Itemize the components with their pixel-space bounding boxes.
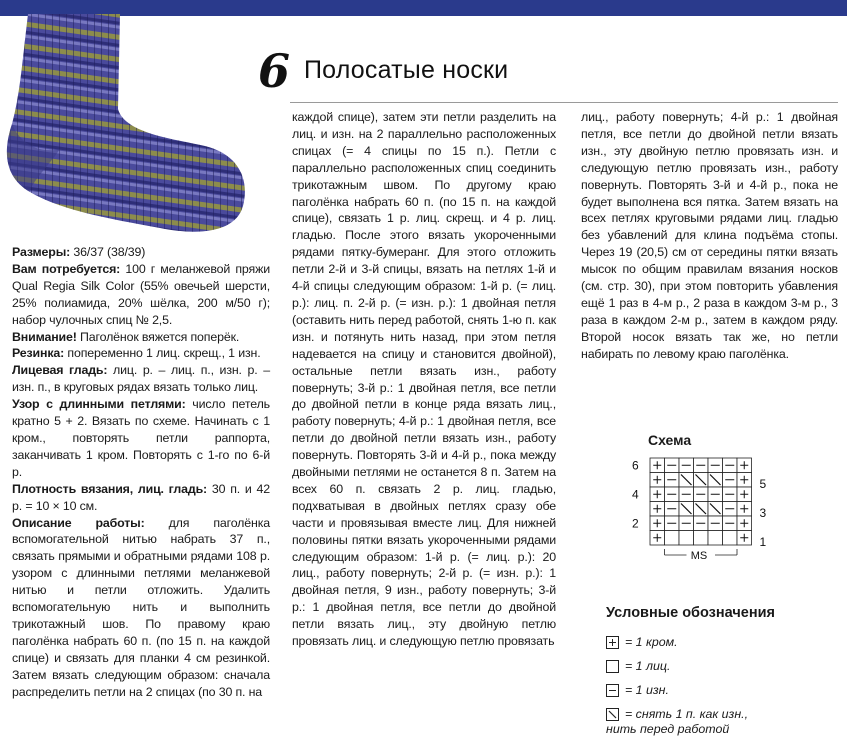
text-column-1 [12,244,270,700]
knitting-chart [600,432,840,587]
chart-cell [708,531,723,546]
article-title [258,44,838,100]
title-divider [290,102,838,103]
label-stockinette: Лицевая гладь: [12,363,108,378]
text-attention: Паголёнок вяжется поперёк. [76,329,240,344]
label-rib: Резинка: [12,346,65,361]
chart-cell [723,531,738,546]
paragraph-stockinette [12,362,270,396]
chart-cell [665,531,680,546]
text-column-2 [292,109,556,650]
text-description: для паголёнка вспомогательной нитью набрать 37 п., связать прямыми и обратными рядами 108 р. узором с длинными петлями меланжевой нитью и петли отложить. Удалить вспомогательную нить и выполнить трикотажный шов. По правому краю паголёнка набрать 60 п. (по 15 п. на каждой спице) и связать для планки 4 см резинкой. Затем вязать следующим образом: сначала распределить петли на 2 спицах (по 30 п. на [12,515,270,699]
paragraph-col3: лиц., работу повернуть; 4-й р.: 1 двойная петля, все петли до двойной петли вязать изн., эту двойную петлю провязать изн. и следующую петлю провязать изн., работу повернуть. Повторять 3-й и 4-й р., пока не будет выполнена вся пятка. Затем вязать на всех петлях круговыми рядами лиц. гладью без убавлений для клина подъёма стопы. Через 19 (20,5) см от середины пятки вязать мысок по общим правилам вязания носков (см. стр. 30), при этом повторить убавления ещё 1 раз в 4-м р., 2 раза в каждом 3-м р., 3 раза в каждом 2-м р., затем в каждом ряду. Второй носок вязать так же, но петли набирать по левому краю паголёнка. [581,110,838,361]
paragraph-density [12,481,270,515]
edge-stitch-symbol-icon [606,636,619,649]
text-pattern: число петель кратно 5 + 2. Вязать по схеме. Начинать с 1 кром., повторять петли раппорта, заканчивать 1 кром. Повторять с 1-го по 6-й р. [12,397,270,479]
label-description: Описание работы: [12,515,145,530]
legend-item-slip [606,707,748,737]
text-stockinette: лиц. р. – лиц. п., изн. р. – изн. п., в круговых рядах вязать только лиц. [12,363,270,395]
paragraph-col2: каждой спице), затем эти петли разделить на лиц. и изн. на 2 параллельно расположенных спицах (= 4 спицы по 15 п.). Петли с параллельно расположенных спиц соединить трикотажным швом. По другому краю паголёнка набрать 60 п. (по 15 п. на каждой спице), связать 1 р. лиц. скрещ. и 4 р. лиц. гладью. После этого вязать укороченными рядами пятку-бумеранг. Для этого отложить петли 2-й и 3-й спицы, вязать на петлях 1-й и 4-й спицы следующим образом: 1-й р. (= лиц. р.): лиц. п. 2-й р. (= изн. р.): 1 двойная петля (оставить нить перед работой, снять 1-ю п. как изн. и потянуть нить назад, при этом петля надевается на спицу и становится двойной), остальные петли вязать изн., работу повернуть; 3-й р.: 1 двойная петля, все петли до двойной петли в конце ряда вязать лиц., работу повернуть; 4-й р.: 1 двойная петля, все петли до двойной петли вязать изн., работу повернуть. Повторять 3-й и 4-й р., пока между двойными петлями не останется 8 п. Затем на всех 60 п. связать 2 р. лиц. гладью, подхватывая в двойных петлях сразу обе части и провязывая вместе лиц. Для нижней половины пятки вязать укороченными рядами следующим образом: 1-й р. (= лиц. р.): 20 лиц., работу повернуть; 2-й р. (= изн. р.): 1 двойная петля, 9 изн., работу повернуть; 3-й р.: 1 двойная петля, все петли до двойной петли вязать лиц., эту двойную петлю провязать лиц. и следующую петлю провязать [292,110,556,649]
paragraph-needs [12,261,270,329]
chart-cell [694,531,709,546]
legend-text-slip-2: нить перед работой [606,722,730,736]
repeat-label: MS [690,550,708,562]
knit-stitch-symbol-icon [606,660,619,673]
row-number-left: 6 [632,458,639,473]
article-heading: Полосатые носки [304,56,509,84]
striped-sock-photo [0,14,250,239]
legend-text-purl: = 1 изн. [625,683,669,697]
text-size: 36/37 (38/39) [70,245,146,259]
chart-title: Схема [648,432,692,448]
row-number-right: 5 [759,477,767,491]
paragraph-pattern [12,396,270,481]
text-column-3 [581,109,838,363]
legend-item-edge [606,635,678,650]
row-number-right: 1 [759,535,767,549]
chart-grid [600,454,840,584]
slip-stitch-symbol-icon [606,708,619,721]
row-number-left: 2 [632,516,639,531]
label-pattern: Узор с длинными петлями: [12,397,186,412]
text-density: 30 п. и 42 р. = 10 × 10 см. [12,481,270,513]
row-number-left: 4 [632,487,639,502]
text-needs: 100 г меланжевой пряжи Qual Regia Silk Color (55% овечьей шерсти, 25% полиамида, 20% шёлка, 200 м/50 г); набор чулочных спиц № 2,5. [12,261,270,327]
row-number-right: 3 [759,506,767,520]
legend-item-purl [606,683,669,698]
label-size: Размеры: [12,245,71,259]
legend-text-knit: = 1 лиц. [625,659,671,673]
paragraph-description [12,515,270,701]
legend-text-edge: = 1 кром. [625,635,678,649]
label-density: Плотность вязания, лиц. гладь: [12,481,208,496]
legend-item-knit [606,659,670,674]
legend-text-slip: = снять 1 п. как изн., [625,707,749,721]
text-rib: попеременно 1 лиц. скрещ., 1 изн. [64,346,261,361]
label-attention: Внимание! [12,329,77,344]
paragraph-size [12,244,270,261]
label-needs: Вам потребуется: [12,261,121,276]
article-number: 6 [258,44,291,98]
paragraph-rib [12,345,270,362]
chart-cell [679,531,694,546]
legend-title: Условные обозначения [606,605,775,621]
paragraph-attention [12,329,270,346]
purl-stitch-symbol-icon [606,684,619,697]
